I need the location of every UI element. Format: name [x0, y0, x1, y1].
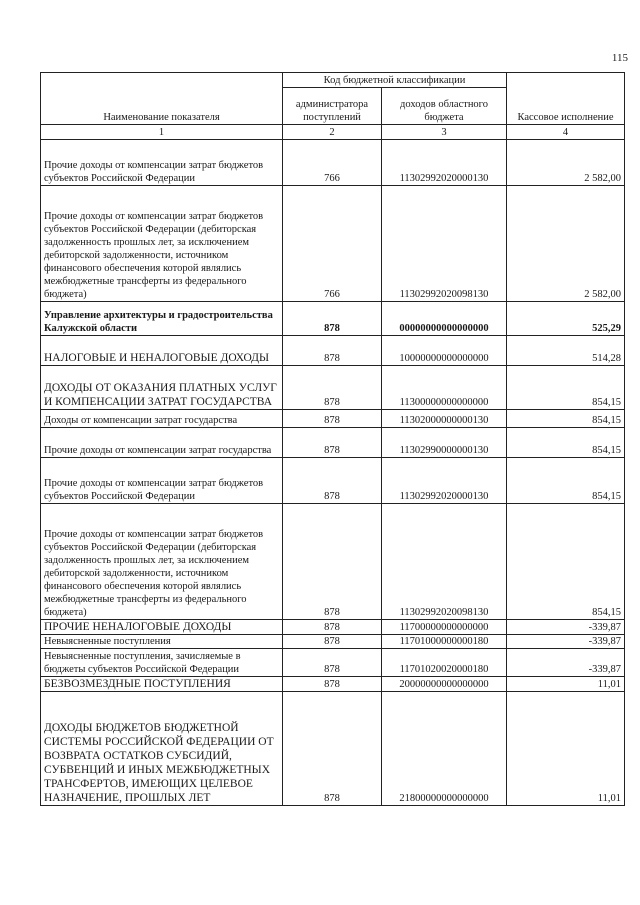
row-income-code: 11302992020000130	[382, 458, 507, 504]
row-income-code: 21800000000000000	[382, 692, 507, 806]
row-name: ПРОЧИЕ НЕНАЛОГОВЫЕ ДОХОДЫ	[41, 620, 283, 635]
row-name: Прочие доходы от компенсации затрат бюджетов субъектов Российской Федерации	[41, 140, 283, 186]
table-row	[41, 186, 625, 302]
row-admin-code: 878	[283, 428, 382, 458]
row-income-code: 11302992020098130	[382, 504, 507, 620]
row-amount: 11,01	[507, 677, 625, 692]
row-amount: 854,15	[507, 504, 625, 620]
table-row	[41, 692, 625, 806]
header-col-number: 2	[283, 125, 382, 140]
row-name: Невыясненные поступления, зачисляемые в бюджеты субъектов Российской Федерации	[41, 649, 283, 677]
row-name: Прочие доходы от компенсации затрат бюджетов субъектов Российской Федерации (дебиторская задолженность прошлых лет, за исключением дебиторской задолженности, источником финансового обеспечения которой являлись межбюджетные трансферты из федерального бюджета)	[41, 504, 283, 620]
row-income-code: 20000000000000000	[382, 677, 507, 692]
budget-execution-table	[40, 72, 625, 806]
row-admin-code: 878	[283, 458, 382, 504]
header-name: Наименование показателя	[41, 73, 283, 125]
table-row	[41, 366, 625, 410]
table-row	[41, 504, 625, 620]
row-admin-code: 878	[283, 366, 382, 410]
row-name: Прочие доходы от компенсации затрат государства	[41, 428, 283, 458]
table-row	[41, 635, 625, 649]
row-admin-code: 878	[283, 649, 382, 677]
row-name: БЕЗВОЗМЕЗДНЫЕ ПОСТУПЛЕНИЯ	[41, 677, 283, 692]
row-admin-code: 878	[283, 336, 382, 366]
table-row	[41, 677, 625, 692]
table-row	[41, 620, 625, 635]
header-cash-execution: Кассовое исполнение	[507, 73, 625, 125]
row-amount: 525,29	[507, 302, 625, 336]
header-col-number: 4	[507, 125, 625, 140]
row-income-code: 11302992020098130	[382, 186, 507, 302]
table-row	[41, 458, 625, 504]
row-amount: 11,01	[507, 692, 625, 806]
row-amount: -339,87	[507, 620, 625, 635]
row-income-code: 11302000000000130	[382, 410, 507, 428]
row-amount: 2 582,00	[507, 140, 625, 186]
row-amount: -339,87	[507, 649, 625, 677]
row-name: НАЛОГОВЫЕ И НЕНАЛОГОВЫЕ ДОХОДЫ	[41, 336, 283, 366]
row-admin-code: 878	[283, 504, 382, 620]
row-amount: 854,15	[507, 458, 625, 504]
table-row	[41, 336, 625, 366]
row-amount: 2 582,00	[507, 186, 625, 302]
row-name: Прочие доходы от компенсации затрат бюджетов субъектов Российской Федерации (дебиторская задолженность прошлых лет, за исключением дебиторской задолженности, источником финансового обеспечения которой являлись межбюджетные трансферты из федерального бюджета)	[41, 186, 283, 302]
row-admin-code: 766	[283, 140, 382, 186]
row-admin-code: 878	[283, 692, 382, 806]
row-name: Доходы от компенсации затрат государства	[41, 410, 283, 428]
row-income-code: 11701000000000180	[382, 635, 507, 649]
row-name: Невыясненные поступления	[41, 635, 283, 649]
row-income-code: 00000000000000000	[382, 302, 507, 336]
row-admin-code: 878	[283, 410, 382, 428]
row-amount: 854,15	[507, 366, 625, 410]
row-name: ДОХОДЫ ОТ ОКАЗАНИЯ ПЛАТНЫХ УСЛУГ И КОМПЕНСАЦИИ ЗАТРАТ ГОСУДАРСТВА	[41, 366, 283, 410]
header-col-number: 1	[41, 125, 283, 140]
row-amount: 514,28	[507, 336, 625, 366]
row-amount: -339,87	[507, 635, 625, 649]
row-admin-code: 766	[283, 186, 382, 302]
row-income-code: 10000000000000000	[382, 336, 507, 366]
row-admin-code: 878	[283, 677, 382, 692]
row-amount: 854,15	[507, 428, 625, 458]
row-admin-code: 878	[283, 635, 382, 649]
row-admin-code: 878	[283, 302, 382, 336]
header-col-number: 3	[382, 125, 507, 140]
table-row	[41, 428, 625, 458]
header-income-code: доходов областного бюджета	[382, 88, 507, 125]
table-row	[41, 140, 625, 186]
row-income-code: 11700000000000000	[382, 620, 507, 635]
header-budget-classification: Код бюджетной классификации	[283, 73, 507, 88]
table-row	[41, 302, 625, 336]
row-amount: 854,15	[507, 410, 625, 428]
row-name: Прочие доходы от компенсации затрат бюджетов субъектов Российской Федерации	[41, 458, 283, 504]
row-income-code: 11302992020000130	[382, 140, 507, 186]
page-number: 115	[611, 52, 628, 64]
row-income-code: 11302990000000130	[382, 428, 507, 458]
table-row	[41, 410, 625, 428]
row-name: Управление архитектуры и градостроительства Калужской области	[41, 302, 283, 336]
row-admin-code: 878	[283, 620, 382, 635]
row-income-code: 11701020020000180	[382, 649, 507, 677]
row-name: ДОХОДЫ БЮДЖЕТОВ БЮДЖЕТНОЙ СИСТЕМЫ РОССИЙСКОЙ ФЕДЕРАЦИИ ОТ ВОЗВРАТА ОСТАТКОВ СУБСИДИЙ, СУБВЕНЦИЙ И ИНЫХ МЕЖБЮДЖЕТНЫХ ТРАНСФЕРТОВ, ИМЕЮЩИХ ЦЕЛЕВОЕ НАЗНАЧЕНИЕ, ПРОШЛЫХ ЛЕТ	[41, 692, 283, 806]
table-row	[41, 649, 625, 677]
row-income-code: 11300000000000000	[382, 366, 507, 410]
header-admin-code: администратора поступлений	[283, 88, 382, 125]
